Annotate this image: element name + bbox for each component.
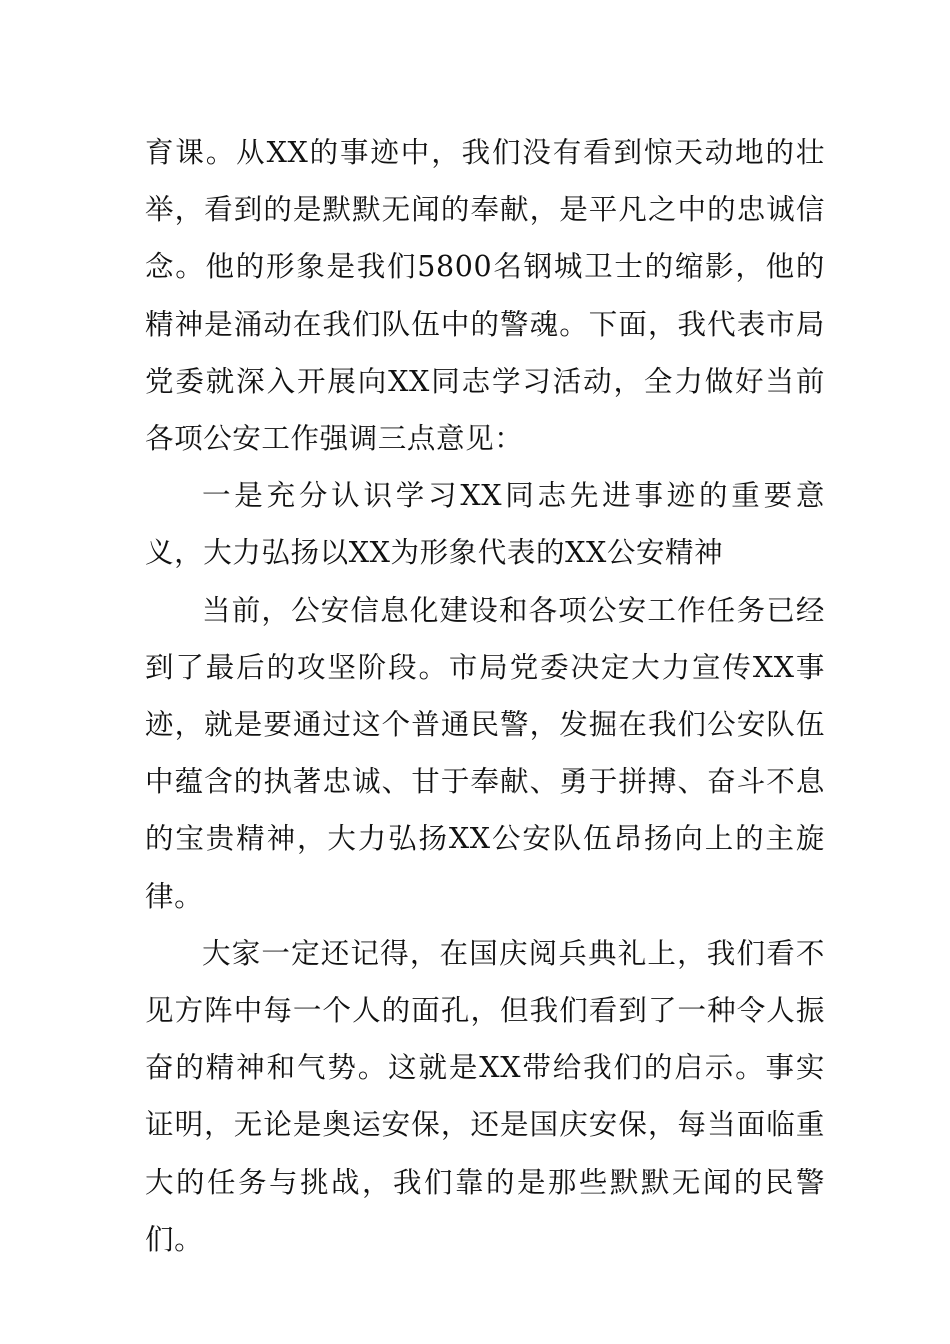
paragraph-4: 大家一定还记得，在国庆阅兵典礼上，我们看不见方阵中每一个人的面孔，但我们看到了一种令人振奋的精神和气势。这就是XX带给我们的启示。事实证明，无论是奥运安保，还是国庆安保，每当面临重大的任务与挑战，我们靠的是那些默默无闻的民警们。	[145, 936, 825, 1256]
paragraph-2-heading: 一是充分认识学习XX同志先进事迹的重要意义，大力弘扬以XX为形象代表的XX公安精神	[145, 479, 825, 570]
document-body	[145, 124, 825, 1268]
paragraph-1: 育课。从XX的事迹中，我们没有看到惊天动地的壮举，看到的是默默无闻的奉献，是平凡之中的忠诚信念。他的形象是我们5800名钢城卫士的缩影，他的精神是涌动在我们队伍中的警魂。下面，我代表市局党委就深入开展向XX同志学习活动，全力做好当前各项公安工作强调三点意见：	[145, 136, 825, 456]
paragraph-3: 当前，公安信息化建设和各项公安工作任务已经到了最后的攻坚阶段。市局党委决定大力宣传XX事迹，就是要通过这个普通民警，发掘在我们公安队伍中蕴含的执著忠诚、甘于奉献、勇于拼搏、奋斗不息的宝贵精神，大力弘扬XX公安队伍昂扬向上的主旋律。	[145, 593, 825, 913]
